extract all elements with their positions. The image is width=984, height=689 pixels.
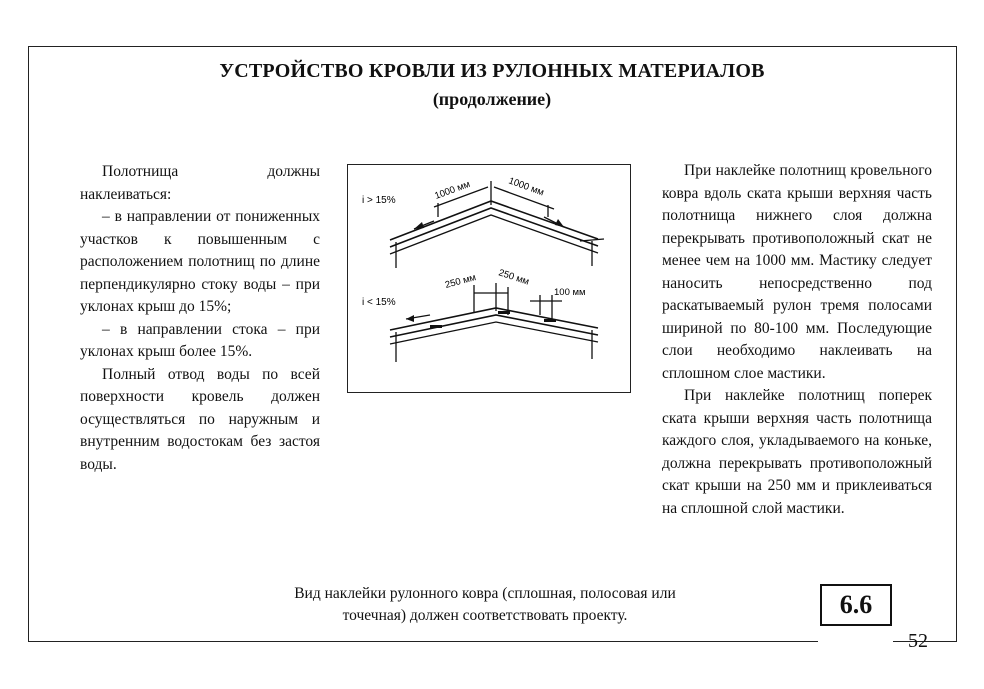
footer-note: [250, 583, 720, 627]
left-paragraph-4: Полный отвод воды по всей поверхности кровель должен осуществляться по наружным и внутренним водостокам без застоя воды.: [80, 365, 320, 473]
right-paragraph-2: При наклейке полотнищ поперек ската крыши верхняя часть полотнища каждого слоя, укладываемого на коньке, должна перекрывать противоположный скат крыши на 250 мм и приклеиваться на сплошной слой мастики.: [662, 387, 932, 517]
page-subtitle: (продолжение): [432, 89, 552, 109]
page-number: 52: [908, 630, 928, 652]
slope-label-low: i < 15%: [362, 297, 396, 308]
dimension-250-left: 250 мм: [443, 272, 478, 291]
page-title: УСТРОЙСТВО КРОВЛИ ИЗ РУЛОННЫХ МАТЕРИАЛОВ: [219, 60, 765, 82]
dimension-250-right: 250 мм: [497, 267, 531, 288]
dimension-1000-right: 1000 мм: [506, 175, 546, 199]
left-text-column: [80, 161, 320, 476]
section-badge: 6.6: [820, 584, 892, 626]
footer-note-line-1: Вид наклейки рулонного ковра (сплошная, полосовая или: [294, 585, 676, 602]
left-paragraph-3: – в направлении стока – при уклонах крыш более 15%.: [80, 320, 320, 360]
right-paragraph-1: При наклейке полотнищ кровельного ковра вдоль ската крыши верхняя часть полотнища нижнего слоя должна перекрывать противоположный скат не менее чем на 1000 мм. Мастику следует наносить непосредственно под раскатываемый рулон тремя полосами шириной по 80-100 мм. Последующие слои необходимо наклеивать на сплошном слое мастики.: [662, 162, 932, 382]
footer-note-line-2: точечная) должен соответствовать проекту.: [342, 607, 628, 624]
right-text-column: [662, 160, 932, 520]
roof-diagram-svg: [348, 165, 632, 394]
bottom-rule: [28, 641, 818, 642]
left-paragraph-2: – в направлении от пониженных участков к повышенным с расположением полотнищ по длине перпендикулярно стоку воды – при уклонах крыш до 15%;: [80, 208, 320, 315]
dimension-1000-left: 1000 мм: [433, 178, 472, 202]
left-paragraph-1: Полотнища должны наклеиваться:: [80, 163, 320, 203]
roof-diagram: [347, 164, 631, 393]
slope-label-high: i > 15%: [362, 195, 396, 206]
dimension-100: 100 мм: [554, 287, 586, 298]
